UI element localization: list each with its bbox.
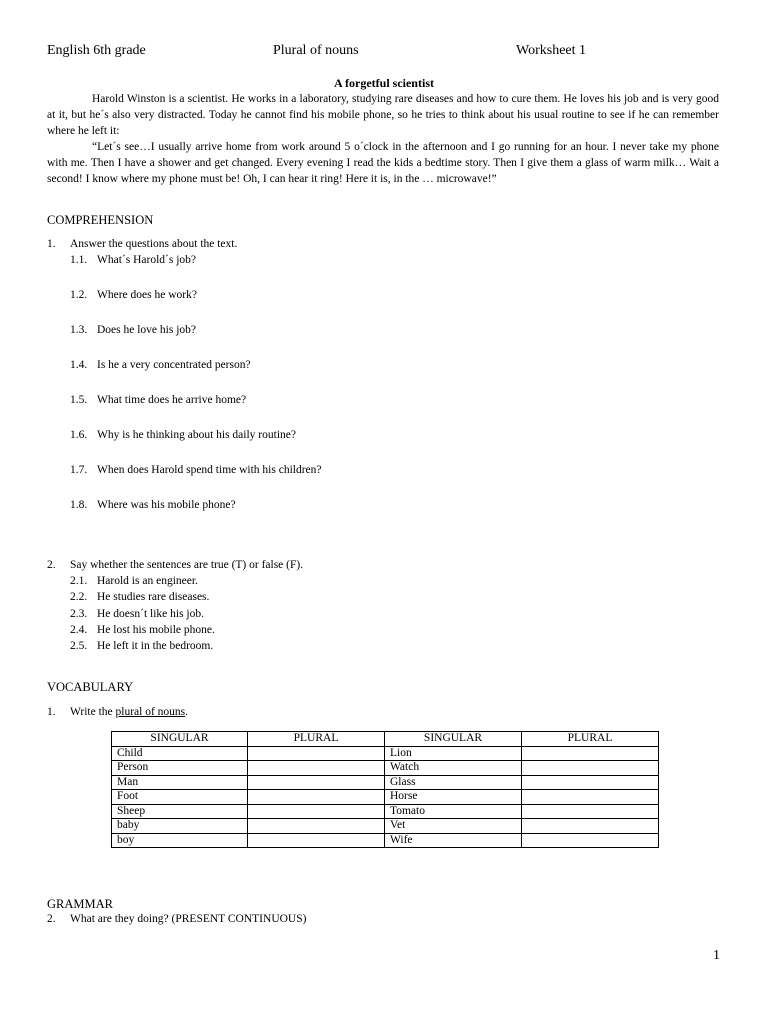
singular-cell: Vet: [385, 819, 522, 834]
sub-question-number: 1.4.: [70, 359, 88, 371]
singular-cell: Horse: [385, 790, 522, 805]
statement-number: 2.5.: [70, 640, 88, 652]
statement-number: 2.3.: [70, 608, 88, 620]
header-topic: Plural of nouns: [273, 43, 359, 58]
table-row: [112, 833, 659, 848]
plural-answer-cell[interactable]: [522, 775, 659, 790]
singular-cell: Glass: [385, 775, 522, 790]
singular-cell: Lion: [385, 746, 522, 761]
table-row: [112, 790, 659, 805]
plural-answer-cell[interactable]: [248, 775, 385, 790]
story-paragraph-1: Harold Winston is a scientist. He works in a laboratory, studying rare diseases and how to cure them. He loves his job and is very good at it, but he´s also very distracted. Today he cannot find his mobile phone, so he tries to think about his usual routine to see if he can remember where he left it:: [47, 93, 719, 137]
singular-cell: boy: [112, 833, 248, 848]
statement-text: He left it in the bedroom.: [97, 640, 214, 652]
header-worksheet: Worksheet 1: [516, 43, 587, 58]
grammar-question-text: What are they doing? (PRESENT CONTINUOUS): [70, 913, 307, 925]
sub-question-text: Why is he thinking about his daily routine?: [97, 429, 296, 441]
vocabulary-heading: VOCABULARY: [47, 680, 134, 694]
plural-answer-cell[interactable]: [248, 790, 385, 805]
sub-question-text: Where does he work?: [97, 289, 197, 301]
vocabulary-question-text: [70, 706, 188, 718]
story-title: A forgetful scientist: [334, 76, 434, 90]
statement-text: Harold is an engineer.: [97, 575, 198, 587]
sub-question-number: 1.2.: [70, 289, 88, 301]
instruction-end: .: [185, 706, 189, 718]
sub-question-text: Is he a very concentrated person?: [97, 359, 251, 371]
sub-question-number: 1.3.: [70, 324, 88, 336]
comprehension-heading: COMPREHENSION: [47, 213, 154, 227]
plural-answer-cell[interactable]: [248, 804, 385, 819]
plural-answer-cell[interactable]: [522, 746, 659, 761]
sub-question-number: 1.1.: [70, 254, 88, 266]
sub-question-number: 1.5.: [70, 394, 88, 406]
singular-cell: Watch: [385, 761, 522, 776]
page-number: 1: [713, 948, 720, 963]
plural-answer-cell[interactable]: [522, 819, 659, 834]
plural-answer-cell[interactable]: [248, 833, 385, 848]
singular-cell: baby: [112, 819, 248, 834]
plural-answer-cell[interactable]: [248, 819, 385, 834]
question-1-number: 1.: [47, 238, 56, 250]
plural-answer-cell[interactable]: [522, 761, 659, 776]
plural-answer-cell[interactable]: [248, 761, 385, 776]
singular-cell: Wife: [385, 833, 522, 848]
instruction-text: Write the: [70, 706, 116, 718]
sub-question-text: Where was his mobile phone?: [97, 499, 236, 511]
column-header: PLURAL: [248, 732, 385, 747]
plural-answer-cell[interactable]: [522, 833, 659, 848]
singular-cell: Person: [112, 761, 248, 776]
singular-cell: Foot: [112, 790, 248, 805]
statement-number: 2.2.: [70, 591, 88, 603]
column-header: PLURAL: [522, 732, 659, 747]
table-header-row: [112, 732, 659, 747]
sub-question-text: Does he love his job?: [97, 324, 197, 336]
statement-text: He studies rare diseases.: [97, 591, 210, 603]
instruction-underlined: plural of nouns: [115, 706, 186, 718]
sub-question-text: When does Harold spend time with his children?: [97, 464, 322, 476]
question-1-text: Answer the questions about the text.: [70, 238, 238, 250]
column-header: SINGULAR: [385, 732, 522, 747]
singular-cell: Tomato: [385, 804, 522, 819]
statement-text: He doesn´t like his job.: [97, 608, 204, 620]
table-row: [112, 775, 659, 790]
table-row: [112, 804, 659, 819]
statement-number: 2.4.: [70, 624, 88, 636]
sub-question-number: 1.7.: [70, 464, 88, 476]
story-paragraph-2: “Let´s see…I usually arrive home from work around 5 o´clock in the afternoon and I go running for an hour. I never take my phone with me. Then I have a shower and get changed. Every evening I read the kids a bedtime story. Then I give them a glass of warm milk… Wait a second! I know where my phone must be! Oh, I can hear it ring! Here it is, in the … microwave!”: [47, 141, 719, 185]
header-subject: English 6th grade: [47, 43, 146, 58]
plural-nouns-table: [111, 731, 659, 848]
sub-question-number: 1.6.: [70, 429, 88, 441]
column-header: SINGULAR: [112, 732, 248, 747]
plural-answer-cell[interactable]: [522, 804, 659, 819]
table-row: [112, 819, 659, 834]
singular-cell: Man: [112, 775, 248, 790]
question-2-text: Say whether the sentences are true (T) or false (F).: [70, 559, 304, 571]
plural-answer-cell[interactable]: [522, 790, 659, 805]
table-row: [112, 746, 659, 761]
question-2-number: 2.: [47, 559, 56, 571]
statement-text: He lost his mobile phone.: [97, 624, 215, 636]
singular-cell: Sheep: [112, 804, 248, 819]
grammar-question-number: 2.: [47, 913, 56, 925]
vocabulary-question-number: 1.: [47, 706, 56, 718]
sub-question-text: What time does he arrive home?: [97, 394, 247, 406]
singular-cell: Child: [112, 746, 248, 761]
table-row: [112, 761, 659, 776]
grammar-heading: GRAMMAR: [47, 897, 113, 911]
plural-answer-cell[interactable]: [248, 746, 385, 761]
sub-question-text: What´s Harold´s job?: [97, 254, 196, 266]
statement-number: 2.1.: [70, 575, 88, 587]
sub-question-number: 1.8.: [70, 499, 88, 511]
